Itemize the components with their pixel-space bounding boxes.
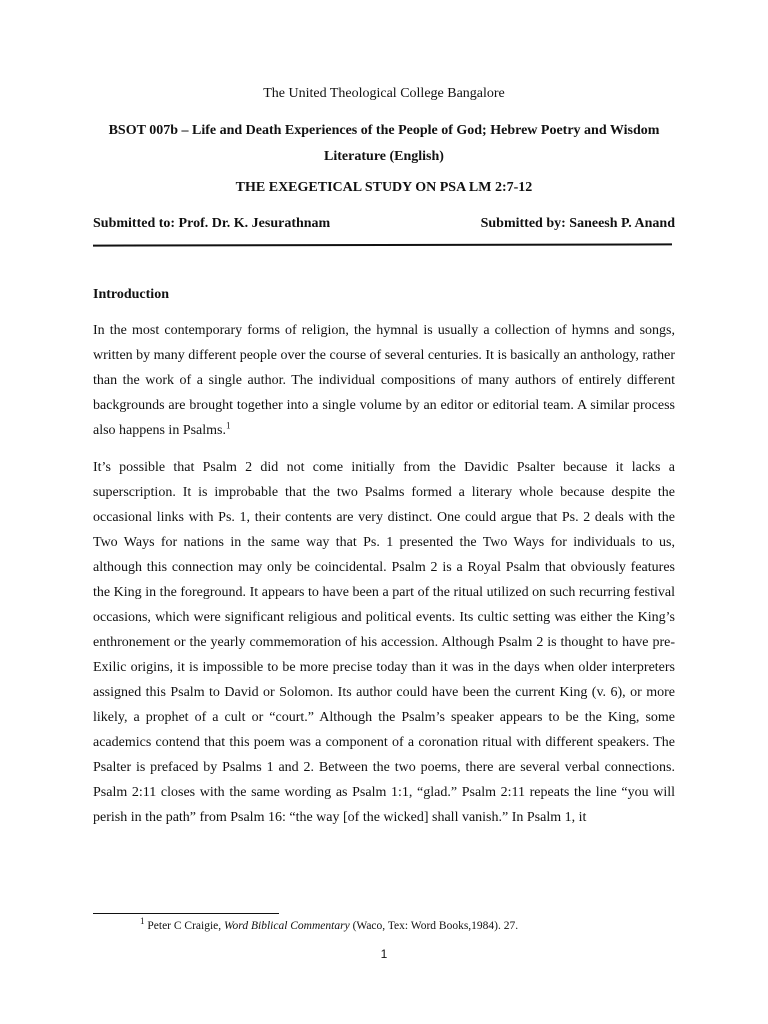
submitted-by: Submitted by: Saneesh P. Anand xyxy=(480,216,675,231)
submitted-to: Submitted to: Prof. Dr. K. Jesurathnam xyxy=(93,216,331,231)
paragraph-1-text: In the most contemporary forms of religion, the hymnal is usually a collection of hymns and songs, written by many different people over the course of several centuries. It is basically an anthology, rather than the work of a single author. The individual compositions of many authors of entirely different backgrounds are brought together into a single volume by an editor or editorial team. A similar process also happens in Psalms. xyxy=(93,323,675,438)
paragraph-1 xyxy=(93,318,675,443)
study-title: THE EXEGETICAL STUDY ON PSA LM 2:7-12 xyxy=(235,180,533,195)
footnote-divider xyxy=(93,913,279,914)
institution-name: The United Theological College Bangalore xyxy=(263,86,505,101)
footnote-work: Word Biblical Commentary xyxy=(224,920,350,932)
footnote xyxy=(140,916,680,932)
paragraph-2 xyxy=(93,455,675,830)
page-number: 1 xyxy=(380,947,388,961)
header-divider xyxy=(93,243,672,246)
section-heading: Introduction xyxy=(93,287,169,302)
submission-row xyxy=(93,216,675,232)
footnote-number: 1 xyxy=(140,916,145,927)
footnote-ref[interactable]: 1 xyxy=(226,420,231,431)
paragraph-2-text: It’s possible that Psalm 2 did not come initially from the Davidic Psalter because it lacks a superscription. It is improbable that the two Psalms formed a literary whole because despite the occasional links with Ps. 1, their contents are very distinct. One could argue that Ps. 2 deals with the Two Ways for nations in the same way that Ps. 1 presented the Two Ways for individuals to us, although this connection may only be coincidental. Psalm 2 is a Royal Psalm that obviously features the King in the foreground. It appears to have been a part of the ritual utilized on such recurring festival occasions, which were significant religious and political events. Its cultic setting was either the King’s enthronement or the yearly commemoration of his accession. Although Psalm 2 is thought to have pre-Exilic origins, it is impossible to be more precise today than it was in the days when older interpreters assigned this Psalm to David or Solomon. Its author could have been the current King (v. 6), or more likely, a prophet of a cult or “court.” Although the Psalm’s speaker appears to be the King, some academics contend that this poem was a component of a coronation ritual with different speakers. The Psalter is prefaced by Psalms 1 and 2. Between the two poems, there are several verbal connections. Psalm 2:11 closes with the same wording as Psalm 1:1, “glad.” Psalm 2:11 repeats the line “you will perish in the path” from Psalm 16: “the way [of the wicked] shall vanish.” In Psalm 1, it xyxy=(93,460,675,825)
footnote-author: Peter C Craigie, xyxy=(147,920,222,932)
course-title: BSOT 007b – Life and Death Experiences of the People of God; Hebrew Poetry and Wisdom Literature (English) xyxy=(108,123,660,164)
footnote-details: (Waco, Tex: Word Books,1984). 27. xyxy=(352,920,519,932)
